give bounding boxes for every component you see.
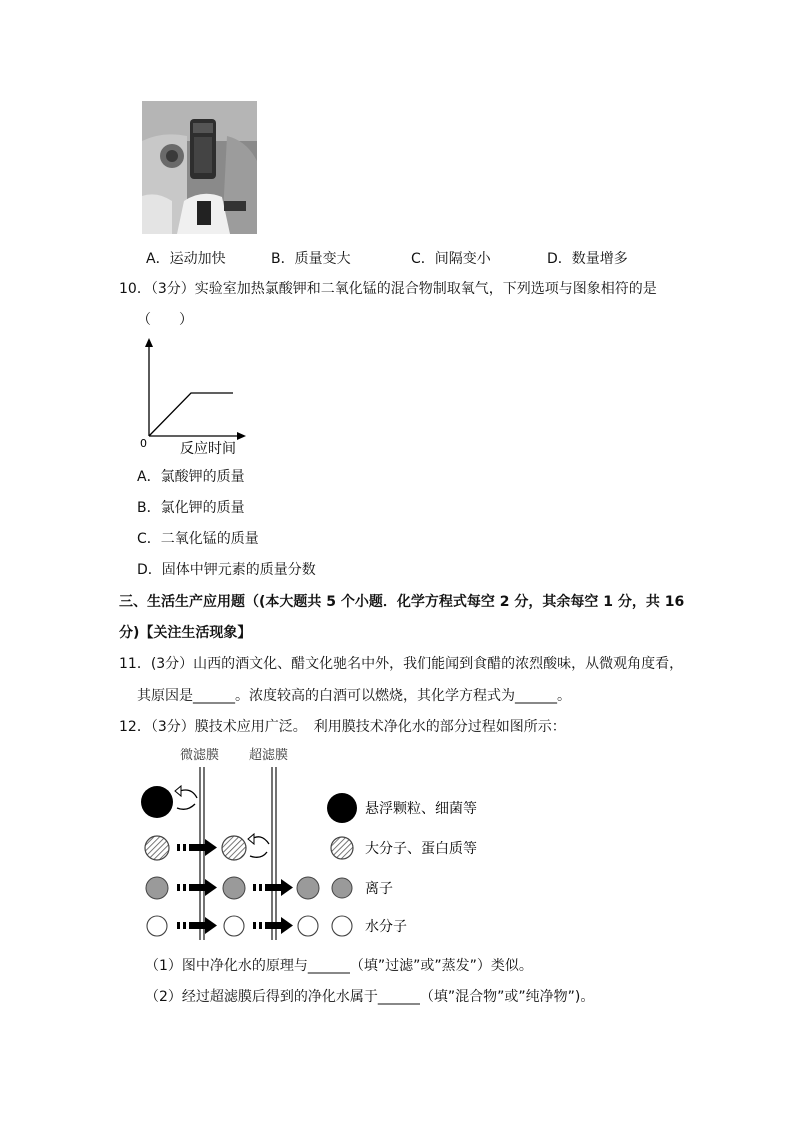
legend-suspended-particle-symbol	[327, 793, 357, 823]
legend-suspended-particle-label: 悬浮颗粒、细菌等	[365, 801, 477, 817]
graph-origin-label: 0	[140, 437, 147, 450]
q12-sub-question-1: （1）图中净化水的原理与______（填”过滤”或”蒸发”）类似。	[145, 958, 533, 974]
macromolecule	[222, 836, 246, 860]
q9-option-b: B．质量变大	[271, 251, 351, 267]
q12-stem: 12．（3分）膜技术应用广泛。 利用膜技术净化水的部分过程如图所示：	[119, 719, 566, 735]
q10-option-d: D．固体中钾元素的质量分数	[137, 562, 316, 578]
q9-option-d: D．数量增多	[547, 251, 628, 267]
legend-ion-label: 离子	[365, 881, 393, 897]
membrane-diagram	[135, 742, 495, 947]
dashed-arrow-icon	[253, 917, 293, 934]
y-axis-arrow	[145, 338, 153, 347]
bounce-arrow-head	[175, 786, 181, 796]
ultra-filtration-membrane	[272, 767, 276, 940]
q12-sub-question-2: （2）经过超滤膜后得到的净化水属于______（填”混合物”或”纯净物”)。	[145, 989, 595, 1005]
dashed-arrow-icon	[177, 917, 217, 934]
q9-option-c: C．间隔变小	[411, 251, 491, 267]
legend-water-molecule-symbol	[332, 916, 352, 936]
water-molecule	[147, 916, 167, 936]
graph-line	[149, 393, 233, 436]
q11-line2: 其原因是______。浓度较高的白酒可以燃烧，其化学方程式为______。	[137, 688, 571, 704]
q9-option-a: A．运动加快	[146, 251, 226, 267]
water-molecule	[224, 916, 244, 936]
legend-macromolecule-label: 大分子、蛋白质等	[365, 841, 477, 857]
dashed-arrow-icon	[177, 839, 217, 856]
q10-option-b: B．氯化钾的质量	[137, 500, 245, 516]
question-9-photo	[142, 101, 257, 234]
ultra-filtration-membrane-label: 超滤膜	[249, 748, 289, 763]
section-3-heading-line2: 分)【关注生活现象】	[119, 625, 252, 641]
micro-filtration-membrane	[200, 767, 204, 940]
bounce-arrow-head	[248, 834, 254, 844]
q10-option-c: C．二氧化锰的质量	[137, 531, 259, 547]
q10-answer-parentheses: （ ）	[137, 312, 193, 328]
water-molecule	[298, 916, 318, 936]
graph-x-axis-label: 反应时间	[180, 441, 236, 457]
macromolecule	[145, 836, 169, 860]
dashed-arrow-icon	[253, 879, 293, 896]
ion	[146, 877, 168, 899]
dashed-arrow-icon	[177, 879, 217, 896]
legend-macromolecule-symbol	[331, 837, 353, 859]
q11-line1: 11．(3分）山西的酒文化、醋文化驰名中外，我们能闻到食醋的浓烈酸味，从微观角度看，	[119, 656, 684, 672]
x-axis-arrow	[237, 432, 246, 440]
legend-water-molecule-label: 水分子	[365, 919, 407, 935]
ion	[297, 877, 319, 899]
suspended-particle	[141, 786, 173, 818]
q10-option-a: A．氯酸钾的质量	[137, 469, 245, 485]
section-3-heading-line1: 三、生活生产应用题（(本大题共 5 个小题．化学方程式每空 2 分，其余每空 1 分，共 16	[119, 594, 685, 610]
ion	[223, 877, 245, 899]
q10-stem: 10．（3分）实验室加热氯酸钾和二氧化锰的混合物制取氧气，下列选项与图象相符的是	[119, 281, 657, 297]
micro-filtration-membrane-label: 微滤膜	[180, 748, 220, 763]
legend-ion-symbol	[332, 878, 352, 898]
q10-graph	[135, 336, 250, 460]
